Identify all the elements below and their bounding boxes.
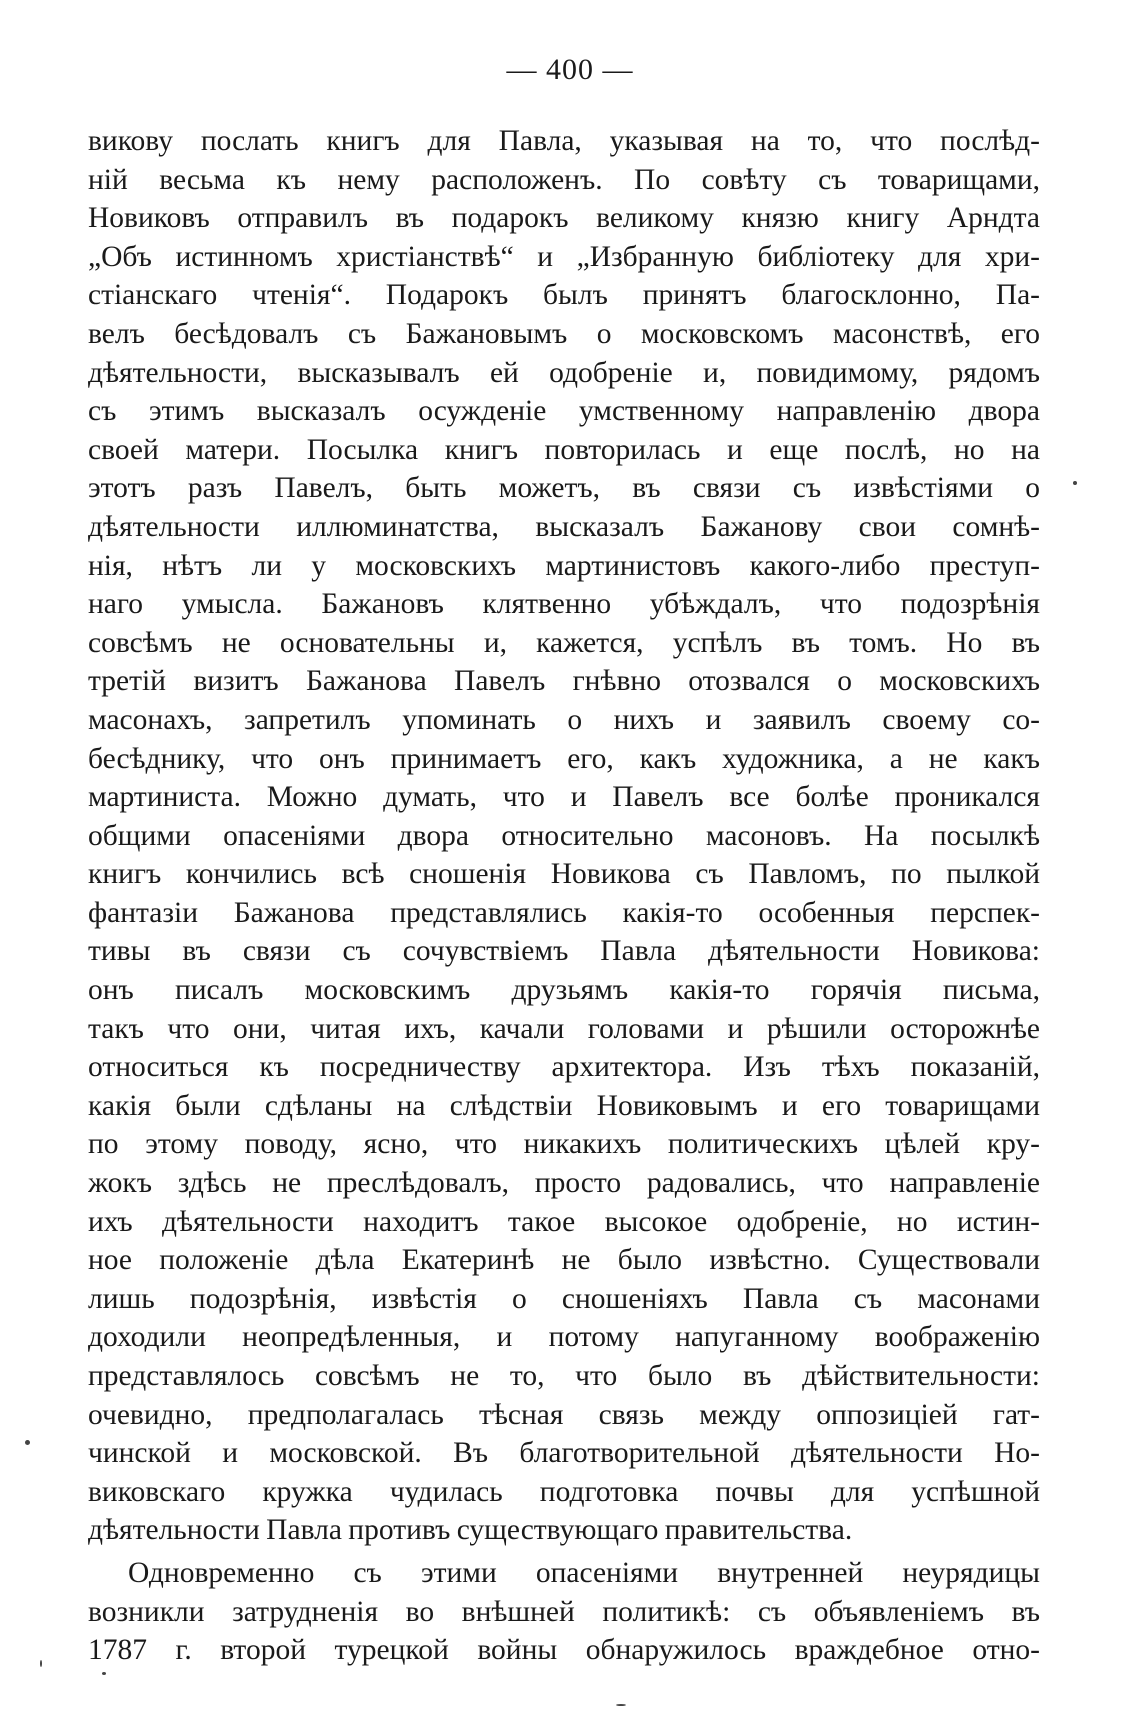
- text-line: такъ что они, читая ихъ, качали головами и рѣшили осторожнѣе: [88, 1012, 1040, 1045]
- text-line: чинской и московской. Въ благотворительной дѣятельности Но-: [88, 1437, 1040, 1470]
- text-line: онъ писалъ московскимъ друзьямъ какія-то горячія письма,: [88, 974, 1040, 1007]
- scan-speck: [40, 1660, 42, 1667]
- text-line: по этому поводу, ясно, что никакихъ политическихъ цѣлей кру-: [88, 1128, 1040, 1161]
- text-line: фантазіи Бажанова представлялись какія-то особенныя перспек-: [88, 896, 1040, 929]
- text-line: дѣятельности Павла противъ существующаго правительства.: [88, 1514, 853, 1547]
- scan-speck: [1073, 481, 1077, 485]
- text-line: Одновременно съ этими опасеніями внутренней неурядицы: [128, 1556, 1040, 1589]
- text-line: ній весьма къ нему расположенъ. По совѣту съ товарищами,: [88, 163, 1040, 196]
- paragraph: [88, 122, 1040, 1550]
- text-line: представлялось совсѣмъ не то, что было въ дѣйствительности:: [88, 1360, 1040, 1392]
- text-line: тивы въ связи съ сочувствіемъ Павла дѣятельности Новикова:: [88, 935, 1040, 968]
- text-line: стіанскаго чтенія“. Подарокъ былъ принятъ благосклонно, Па-: [88, 279, 1040, 312]
- text-line: этотъ разъ Павелъ, быть можетъ, въ связи съ извѣстіями о: [88, 472, 1040, 505]
- text-line: третій визитъ Бажанова Павелъ гнѣвно отозвался о московскихъ: [88, 665, 1040, 698]
- text-line: Новиковъ отправилъ въ подарокъ великому князю книгу Арндта: [88, 202, 1040, 235]
- text-line: возникли затрудненія во внѣшней политикѣ: съ объявленіемъ въ: [88, 1595, 1040, 1628]
- text-line: виковскаго кружка чудилась подготовка почвы для успѣшной: [88, 1475, 1040, 1508]
- text-line: ное положеніе дѣла Екатеринѣ не было извѣстно. Существовали: [88, 1244, 1040, 1277]
- text-line: ихъ дѣятельности находитъ такое высокое одобреніе, но истин-: [88, 1205, 1040, 1238]
- text-line: доходили неопредѣленныя, и потому напуганному воображенію: [88, 1321, 1040, 1354]
- text-line: бесѣднику, что онъ принимаетъ его, какъ художника, а не какъ: [88, 742, 1040, 775]
- text-line: жокъ здѣсь не преслѣдовалъ, просто радовались, что направленіе: [88, 1167, 1040, 1200]
- text-line: очевидно, предполагалась тѣсная связь между оппозиціей гат-: [88, 1398, 1040, 1431]
- scan-speck: [616, 1704, 626, 1706]
- text-line: нія, нѣтъ ли у московскихъ мартинистовъ какого-либо преступ-: [88, 549, 1040, 582]
- text-line: совсѣмъ не основательны и, кажется, успѣлъ въ томъ. Но въ: [88, 626, 1040, 659]
- body-text: [88, 122, 1040, 1670]
- text-line: наго умысла. Бажановъ клятвенно убѣждалъ, что подозрѣнія: [88, 588, 1040, 621]
- text-line: съ этимъ высказалъ осужденіе умственному направленію двора: [88, 395, 1040, 428]
- scan-speck: [102, 1672, 106, 1675]
- text-line: мартиниста. Можно думать, что и Павелъ все болѣе проникался: [88, 781, 1040, 814]
- paragraph: [88, 1554, 1040, 1670]
- text-line: викову послать книгъ для Павла, указывая на то, что послѣд-: [88, 125, 1040, 157]
- text-line: масонахъ, запретилъ упоминать о нихъ и заявилъ своему со-: [88, 703, 1040, 736]
- text-line: 1787 г. второй турецкой войны обнаружилось враждебное отно-: [88, 1634, 1040, 1667]
- text-line: „Объ истинномъ христіанствѣ“ и „Избранную библіотеку для хри-: [88, 240, 1040, 273]
- text-line: своей матери. Посылка книгъ повторилась и еще послѣ, но на: [88, 433, 1040, 466]
- text-line: общими опасеніями двора относительно масоновъ. На посылкѣ: [88, 819, 1040, 852]
- text-line: относиться къ посредничеству архитектора. Изъ тѣхъ показаній,: [88, 1051, 1040, 1084]
- text-line: какія были сдѣланы на слѣдствіи Новиковымъ и его товарищами: [88, 1089, 1040, 1122]
- text-line: дѣятельности, высказывалъ ей одобреніе и, повидимому, рядомъ: [88, 356, 1040, 389]
- page-number: — 400 —: [506, 53, 634, 86]
- scan-speck: [25, 1440, 30, 1445]
- text-line: дѣятельности иллюминатства, высказалъ Бажанову свои сомнѣ-: [88, 510, 1040, 543]
- text-line: лишь подозрѣнія, извѣстія о сношеніяхъ Павла съ масонами: [88, 1282, 1040, 1315]
- text-line: велъ бесѣдовалъ съ Бажановымъ о московскомъ масонствѣ, его: [88, 317, 1040, 350]
- text-line: книгъ кончились всѣ сношенія Новикова съ Павломъ, по пылкой: [88, 858, 1040, 891]
